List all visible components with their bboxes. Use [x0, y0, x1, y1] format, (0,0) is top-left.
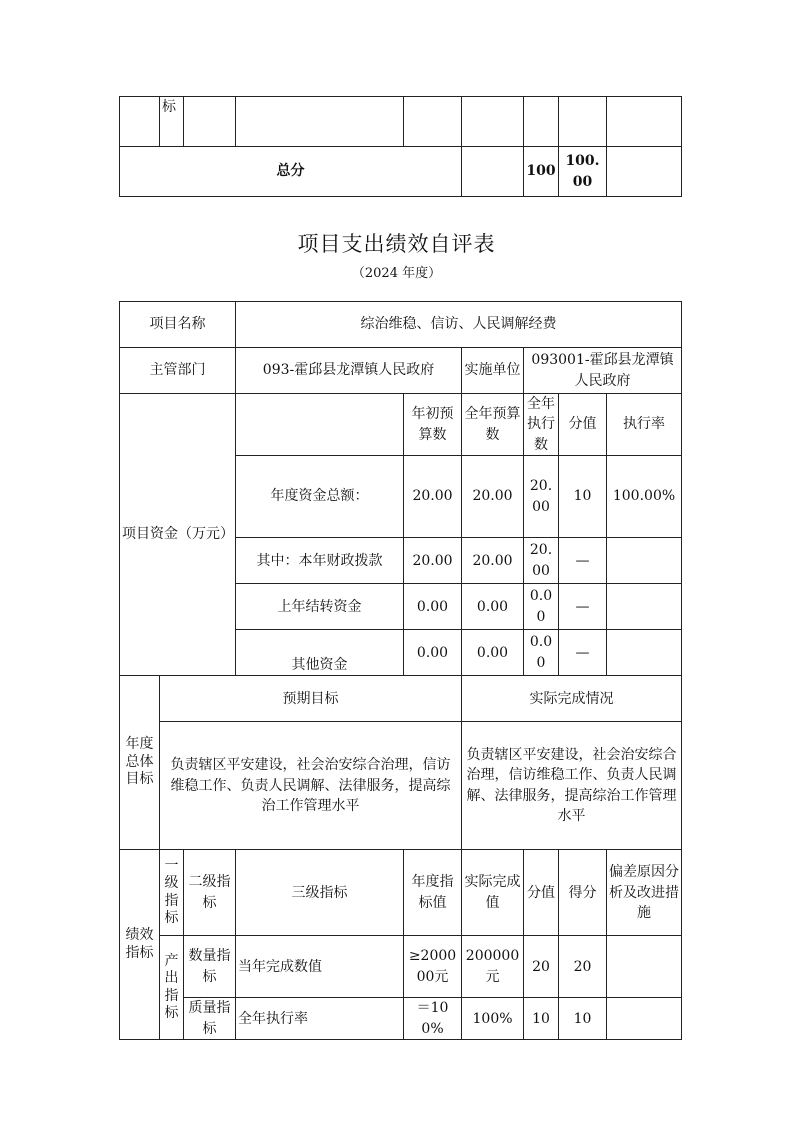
- fund-row-executed: 0.00: [524, 630, 559, 676]
- project-name-value: 综治维稳、信访、人民调解经费: [236, 302, 682, 348]
- indicator-level2: 质量指标: [184, 998, 236, 1040]
- indicator-score: 10: [559, 998, 607, 1040]
- total-score-label: 总分: [120, 147, 462, 197]
- fund-row-annual: 20.00: [462, 456, 524, 538]
- fund-row-label: 其中：本年财政拨款: [236, 538, 404, 584]
- fragment-indicator-cell: 标: [160, 97, 184, 147]
- fragment-cell: [559, 97, 607, 147]
- fund-row-initial: 20.00: [404, 456, 462, 538]
- header-deviation-analysis: 偏差原因分析及改进措施: [607, 850, 682, 936]
- header-annual-budget: 全年预算数: [462, 394, 524, 456]
- indicator-target: ＝100%: [404, 998, 462, 1040]
- actual-result-header: 实际完成情况: [462, 676, 682, 722]
- fragment-cell: [404, 97, 462, 147]
- fund-row-rate: [607, 584, 682, 630]
- implementing-unit-value: 093001-霍邱县龙潭镇人民政府: [524, 348, 682, 394]
- fund-row-weight: 10: [559, 456, 607, 538]
- indicator-actual: 200000元: [462, 936, 524, 998]
- indicator-deviation: [607, 936, 682, 998]
- fund-row-label: 上年结转资金: [236, 584, 404, 630]
- funds-section-label: 项目资金（万元）: [120, 394, 236, 676]
- expected-goal-header: 预期目标: [160, 676, 462, 722]
- page-title: 项目支出绩效自评表: [297, 232, 496, 256]
- indicator-actual: 100%: [462, 998, 524, 1040]
- fragment-cell: [184, 97, 236, 147]
- indicators-section-label: 绩效指标: [120, 850, 160, 1040]
- indicator-weight: 10: [524, 998, 559, 1040]
- fund-row-annual: 0.00: [462, 630, 524, 676]
- fragment-cell: [462, 147, 524, 197]
- fund-row-weight: —: [559, 538, 607, 584]
- fragment-cell: [462, 97, 524, 147]
- fund-row-initial: 0.00: [404, 584, 462, 630]
- fund-row-annual: 0.00: [462, 584, 524, 630]
- fragment-cell: [120, 97, 160, 147]
- total-score-max: 100: [524, 147, 559, 197]
- fund-row-rate: [607, 538, 682, 584]
- header-indicator-score: 得分: [559, 850, 607, 936]
- fund-row-executed: 20.00: [524, 538, 559, 584]
- fragment-cell: [607, 147, 682, 197]
- fragment-cell: [607, 97, 682, 147]
- header-level2-indicator: 二级指标: [184, 850, 236, 936]
- year-note: （2024 年度）: [351, 266, 442, 281]
- fund-row-initial: 20.00: [404, 538, 462, 584]
- fund-row-initial: 0.00: [404, 630, 462, 676]
- fragment-cell: [236, 97, 404, 147]
- fund-row-executed: 20.00: [524, 456, 559, 538]
- actual-result-text: 负责辖区平安建设，社会治安综合治理，信访维稳工作、负责人民调解、法律服务，提高综治工作管理水平: [462, 722, 682, 850]
- project-name-label: 项目名称: [120, 302, 236, 348]
- fund-row-executed: 0.00: [524, 584, 559, 630]
- header-level1-indicator: 一级指标: [160, 850, 184, 936]
- indicator-level2: 数量指标: [184, 936, 236, 998]
- fund-row-label: 其他资金: [236, 630, 404, 676]
- implementing-unit-label: 实施单位: [462, 348, 524, 394]
- indicator-target: ≥200000元: [404, 936, 462, 998]
- header-annual-execution: 全年执行数: [524, 394, 559, 456]
- indicator-level3: 当年完成数值: [236, 936, 404, 998]
- fund-row-annual: 20.00: [462, 538, 524, 584]
- department-label: 主管部门: [120, 348, 236, 394]
- header-level3-indicator: 三级指标: [236, 850, 404, 936]
- funds-header-blank: [236, 394, 404, 456]
- level1-output-indicator: 产出指标: [160, 936, 184, 1040]
- indicator-deviation: [607, 998, 682, 1040]
- self-evaluation-table: [119, 301, 682, 1040]
- indicator-level3: 全年执行率: [236, 998, 404, 1040]
- header-score-weight: 分值: [559, 394, 607, 456]
- fund-row-weight: —: [559, 584, 607, 630]
- header-actual-value: 实际完成值: [462, 850, 524, 936]
- goals-section-label: 年度总体目标: [120, 676, 160, 850]
- header-initial-budget: 年初预算数: [404, 394, 462, 456]
- indicator-score: 20: [559, 936, 607, 998]
- indicator-weight: 20: [524, 936, 559, 998]
- fund-row-rate: 100.00%: [607, 456, 682, 538]
- fund-row-weight: —: [559, 630, 607, 676]
- expected-goal-text: 负责辖区平安建设，社会治安综合治理，信访维稳工作、负责人民调解、法律服务，提高综治工作管理水平: [160, 722, 462, 850]
- department-value: 093-霍邱县龙潭镇人民政府: [236, 348, 462, 394]
- fragment-cell: [524, 97, 559, 147]
- header-execution-rate: 执行率: [607, 394, 682, 456]
- header-indicator-weight: 分值: [524, 850, 559, 936]
- previous-table-fragment: [119, 96, 682, 197]
- fund-row-rate: [607, 630, 682, 676]
- header-annual-target: 年度指标值: [404, 850, 462, 936]
- fund-row-label: 年度资金总额：: [236, 456, 404, 538]
- total-score-value: 100.00: [559, 147, 607, 197]
